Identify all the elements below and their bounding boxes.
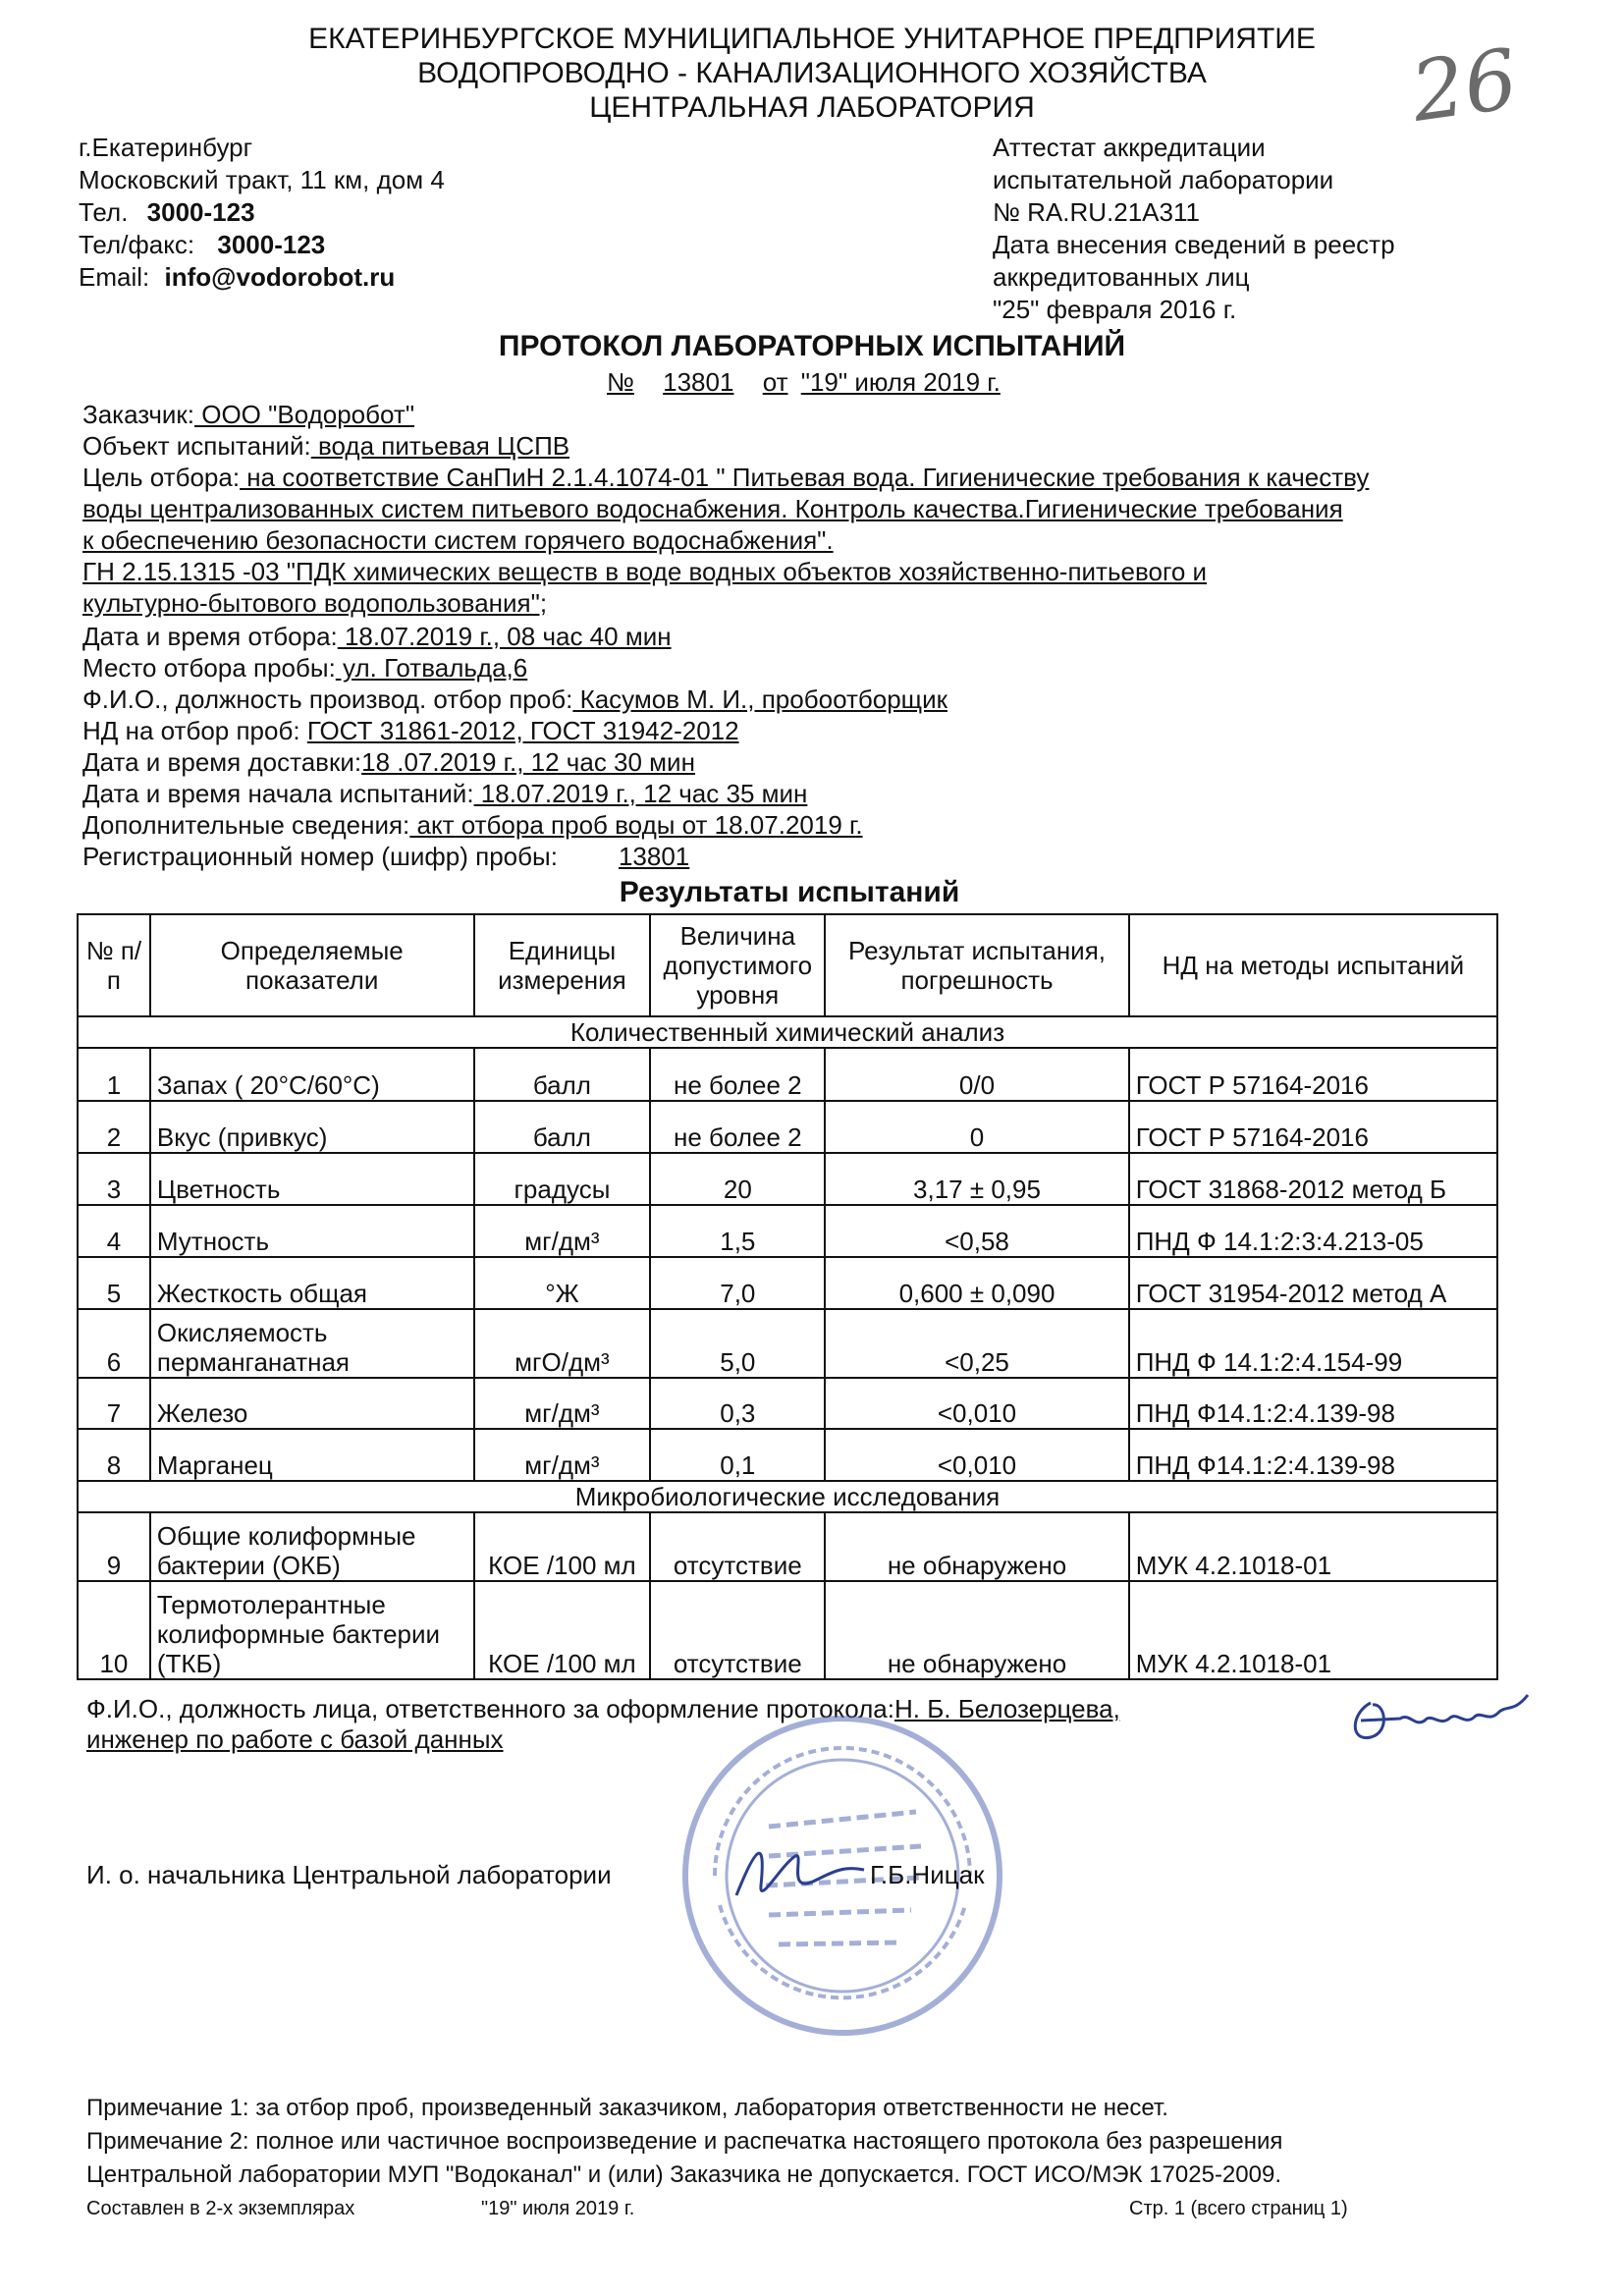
- cell-limit: 0,1: [650, 1429, 825, 1481]
- head-signature: [727, 1827, 874, 1915]
- cell-number: 4: [78, 1205, 150, 1257]
- table-row: [78, 1257, 1497, 1309]
- cell-method: ГОСТ Р 57164-2016: [1129, 1048, 1497, 1101]
- cell-number: 10: [78, 1581, 150, 1679]
- cell-limit: не более 2: [650, 1101, 825, 1153]
- responsible-label: Ф.И.О., должность лица, ответственного за оформление протокола:: [86, 1694, 894, 1723]
- note-3: Центральной лаборатории МУП "Водоканал" и (или) Заказчика не допускается. ГОСТ ИСО/МЭК 17025-2009.: [86, 2161, 1281, 2188]
- cell-unit: балл: [474, 1048, 651, 1101]
- field-delivery-datetime: Дата и время доставки:18 .07.2019 г., 12 час 30 мин: [82, 747, 695, 777]
- cell-number: 9: [78, 1512, 150, 1581]
- results-title: Результаты испытаний: [619, 876, 960, 908]
- section-row-chemical: [78, 1016, 1497, 1048]
- protocol-number-line: [607, 367, 1001, 398]
- cell-unit: КОЕ /100 мл: [474, 1512, 651, 1581]
- cell-number: 6: [78, 1309, 150, 1378]
- cell-method: МУК 4.2.1018-01: [1129, 1512, 1497, 1581]
- cell-number: 2: [78, 1101, 150, 1153]
- head-label: И. о. начальника Центральной лаборатории: [86, 1860, 612, 1889]
- accreditation-number: № RA.RU.21A311: [993, 197, 1200, 227]
- fax-label: Тел/факс:: [79, 230, 195, 259]
- footer-copies: Составлен в 2-х экземплярах: [86, 2198, 355, 2219]
- org-name-line3: ЦЕНТРАЛЬНАЯ ЛАБОРАТОРИЯ: [589, 91, 1035, 124]
- field-purpose-line2: воды централизованных систем питьевого водоснабжения. Контроль качества.Гигиенические требования: [82, 494, 1343, 523]
- field-customer: Заказчик: ООО "Водоробот": [82, 400, 415, 429]
- cell-parameter: Цветность: [150, 1153, 474, 1205]
- cell-parameter: Марганец: [150, 1429, 474, 1481]
- accreditation-line2: испытательной лаборатории: [993, 165, 1334, 194]
- results-table: [77, 913, 1498, 1680]
- email-value: info@vodorobot.ru: [164, 262, 396, 292]
- cell-method: ГОСТ Р 57164-2016: [1129, 1101, 1497, 1153]
- cell-method: ПНД Ф14.1:2:4.139-98: [1129, 1378, 1497, 1429]
- cell-parameter: Вкус (привкус): [150, 1101, 474, 1153]
- cell-number: 8: [78, 1429, 150, 1481]
- org-name-line2: ВОДОПРОВОДНО - КАНАЛИЗАЦИОННОГО ХОЗЯЙСТВА: [417, 57, 1207, 89]
- accreditation-line5: аккредитованных лиц: [993, 262, 1250, 292]
- fax-value: 3000-123: [217, 230, 326, 259]
- accreditation-block: [993, 132, 1395, 326]
- field-sampling-nd: НД на отбор проб: ГОСТ 31861-2012, ГОСТ 31942-2012: [82, 716, 739, 745]
- col-header-limit: Величина допустимого уровня: [650, 914, 825, 1016]
- cell-result: <0,58: [825, 1205, 1128, 1257]
- cell-unit: мгО/дм³: [474, 1309, 651, 1378]
- phone-label: Тел.: [79, 197, 129, 227]
- cell-limit: 1,5: [650, 1205, 825, 1257]
- section-chemical: Количественный химический анализ: [78, 1016, 1497, 1048]
- responsible-name: Н. Б. Белозерцева,: [893, 1694, 1120, 1723]
- cell-parameter: Общие колиформные бактерии (ОКБ): [150, 1512, 474, 1581]
- cell-parameter: Мутность: [150, 1205, 474, 1257]
- cell-number: 3: [78, 1153, 150, 1205]
- cell-unit: мг/дм³: [474, 1205, 651, 1257]
- cell-parameter: Окисляемость перманганатная: [150, 1309, 474, 1378]
- footer-date: "19" июля 2019 г.: [481, 2198, 635, 2219]
- cell-parameter: Термотолерантные колиформные бактерии (ТКБ): [150, 1581, 474, 1679]
- protocol-number: 13801: [663, 367, 734, 397]
- cell-unit: КОЕ /100 мл: [474, 1581, 651, 1679]
- cell-result: <0,010: [825, 1429, 1128, 1481]
- cell-number: 7: [78, 1378, 150, 1429]
- field-object: Объект испытаний: вода питьевая ЦСПВ: [82, 431, 570, 461]
- table-row: [78, 1101, 1497, 1153]
- table-row: [78, 1153, 1497, 1205]
- cell-limit: 5,0: [650, 1309, 825, 1378]
- field-additional-info: Дополнительные сведения: акт отбора проб воды от 18.07.2019 г.: [82, 810, 863, 840]
- footer-page: Стр. 1 (всего страниц 1): [1129, 2198, 1348, 2219]
- col-header-parameter: Определяемые показатели: [150, 914, 474, 1016]
- table-row: [78, 1309, 1497, 1378]
- accreditation-line1: Аттестат аккредитации: [993, 133, 1266, 162]
- section-micro: Микробиологические исследования: [78, 1481, 1497, 1512]
- city: г.Екатеринбург: [79, 133, 253, 162]
- cell-limit: 0,3: [650, 1378, 825, 1429]
- cell-unit: °Ж: [474, 1257, 651, 1309]
- cell-unit: мг/дм³: [474, 1429, 651, 1481]
- org-name-line1: ЕКАТЕРИНБУРГСКОЕ МУНИЦИПАЛЬНОЕ УНИТАРНОЕ ПРЕДПРИЯТИЕ: [308, 23, 1316, 55]
- cell-result: не обнаружено: [825, 1581, 1128, 1679]
- field-test-start: Дата и время начала испытаний: 18.07.2019 г., 12 час 35 мин: [82, 779, 808, 808]
- email-label: Email:: [79, 262, 150, 292]
- cell-result: 3,17 ± 0,95: [825, 1153, 1128, 1205]
- cell-method: ГОСТ 31868-2012 метод Б: [1129, 1153, 1497, 1205]
- cell-number: 5: [78, 1257, 150, 1309]
- protocol-date: "19" июля 2019 г.: [800, 367, 1001, 397]
- table-row: [78, 1429, 1497, 1481]
- cell-method: ПНД Ф14.1:2:4.139-98: [1129, 1429, 1497, 1481]
- protocol-number-label: №: [607, 367, 634, 397]
- responsible-position: инженер по работе с базой данных: [86, 1724, 504, 1754]
- table-row: [78, 1378, 1497, 1429]
- cell-limit: не более 2: [650, 1048, 825, 1101]
- cell-limit: отсутствие: [650, 1581, 825, 1679]
- table-row: [78, 1048, 1497, 1101]
- field-purpose: Цель отбора: на соответствие СанПиН 2.1.4.1074-01 " Питьевая вода. Гигиенические требования к качеству: [82, 463, 1370, 492]
- handwritten-page-number: 26: [1405, 30, 1524, 140]
- cell-method: ГОСТ 31954-2012 метод А: [1129, 1257, 1497, 1309]
- field-sampler: Ф.И.О., должность производ. отбор проб: Касумов М. И., пробоотборщик: [82, 684, 947, 714]
- note-2: Примечание 2: полное или частичное воспроизведение и распечатка настоящего протокола без разрешения: [86, 2128, 1283, 2155]
- cell-result: 0,600 ± 0,090: [825, 1257, 1128, 1309]
- cell-method: ПНД Ф 14.1:2:3:4.213-05: [1129, 1205, 1497, 1257]
- cell-result: 0/0: [825, 1048, 1128, 1101]
- address: Московский тракт, 11 км, дом 4: [79, 165, 445, 194]
- cell-unit: градусы: [474, 1153, 651, 1205]
- cell-result: <0,25: [825, 1309, 1128, 1378]
- cell-number: 1: [78, 1048, 150, 1101]
- responsible-signature: [1341, 1683, 1538, 1752]
- cell-unit: балл: [474, 1101, 651, 1153]
- field-purpose-line5: культурно-бытового водопользования";: [82, 588, 548, 618]
- section-row-micro: [78, 1481, 1497, 1512]
- protocol-date-label: от: [762, 367, 788, 397]
- cell-result: <0,010: [825, 1378, 1128, 1429]
- cell-limit: отсутствие: [650, 1512, 825, 1581]
- field-registration-number: Регистрационный номер (шифр) пробы: 13801: [82, 842, 690, 871]
- field-sampling-place: Место отбора пробы: ул. Готвальда,6: [82, 653, 528, 683]
- field-sampling-datetime: Дата и время отбора: 18.07.2019 г., 08 час 40 мин: [82, 622, 672, 651]
- cell-parameter: Запах ( 20°С/60°С): [150, 1048, 474, 1101]
- cell-limit: 20: [650, 1153, 825, 1205]
- field-purpose-line4: ГН 2.15.1315 -03 "ПДК химических веществ в воде водных объектов хозяйственно-питьевого и: [82, 557, 1208, 586]
- cell-unit: мг/дм³: [474, 1378, 651, 1429]
- table-row: [78, 1581, 1497, 1679]
- col-header-result: Результат испытания, погрешность: [825, 914, 1128, 1016]
- cell-result: 0: [825, 1101, 1128, 1153]
- col-header-method: НД на методы испытаний: [1129, 914, 1497, 1016]
- cell-parameter: Железо: [150, 1378, 474, 1429]
- contacts-block: [79, 132, 445, 294]
- table-row: [78, 1512, 1497, 1581]
- accreditation-line4: Дата внесения сведений в реестр: [993, 230, 1395, 259]
- cell-limit: 7,0: [650, 1257, 825, 1309]
- col-header-unit: Единицы измерения: [474, 914, 651, 1016]
- table-row: [78, 1205, 1497, 1257]
- cell-method: МУК 4.2.1018-01: [1129, 1581, 1497, 1679]
- note-1: Примечание 1: за отбор проб, произведенный заказчиком, лаборатория ответственности не несет.: [86, 2095, 1168, 2121]
- cell-method: ПНД Ф 14.1:2:4.154-99: [1129, 1309, 1497, 1378]
- phone-value: 3000-123: [146, 197, 255, 227]
- cell-result: не обнаружено: [825, 1512, 1128, 1581]
- col-header-number: № п/п: [78, 914, 150, 1016]
- table-header-row: [78, 914, 1497, 1016]
- head-name: Г.Б.Ницак: [870, 1860, 985, 1889]
- field-purpose-line3: к обеспечению безопасности систем горячего водоснабжения".: [82, 525, 834, 555]
- protocol-title: ПРОТОКОЛ ЛАБОРАТОРНЫХ ИСПЫТАНИЙ: [498, 330, 1126, 362]
- accreditation-date: "25" февраля 2016 г.: [993, 295, 1237, 324]
- cell-parameter: Жесткость общая: [150, 1257, 474, 1309]
